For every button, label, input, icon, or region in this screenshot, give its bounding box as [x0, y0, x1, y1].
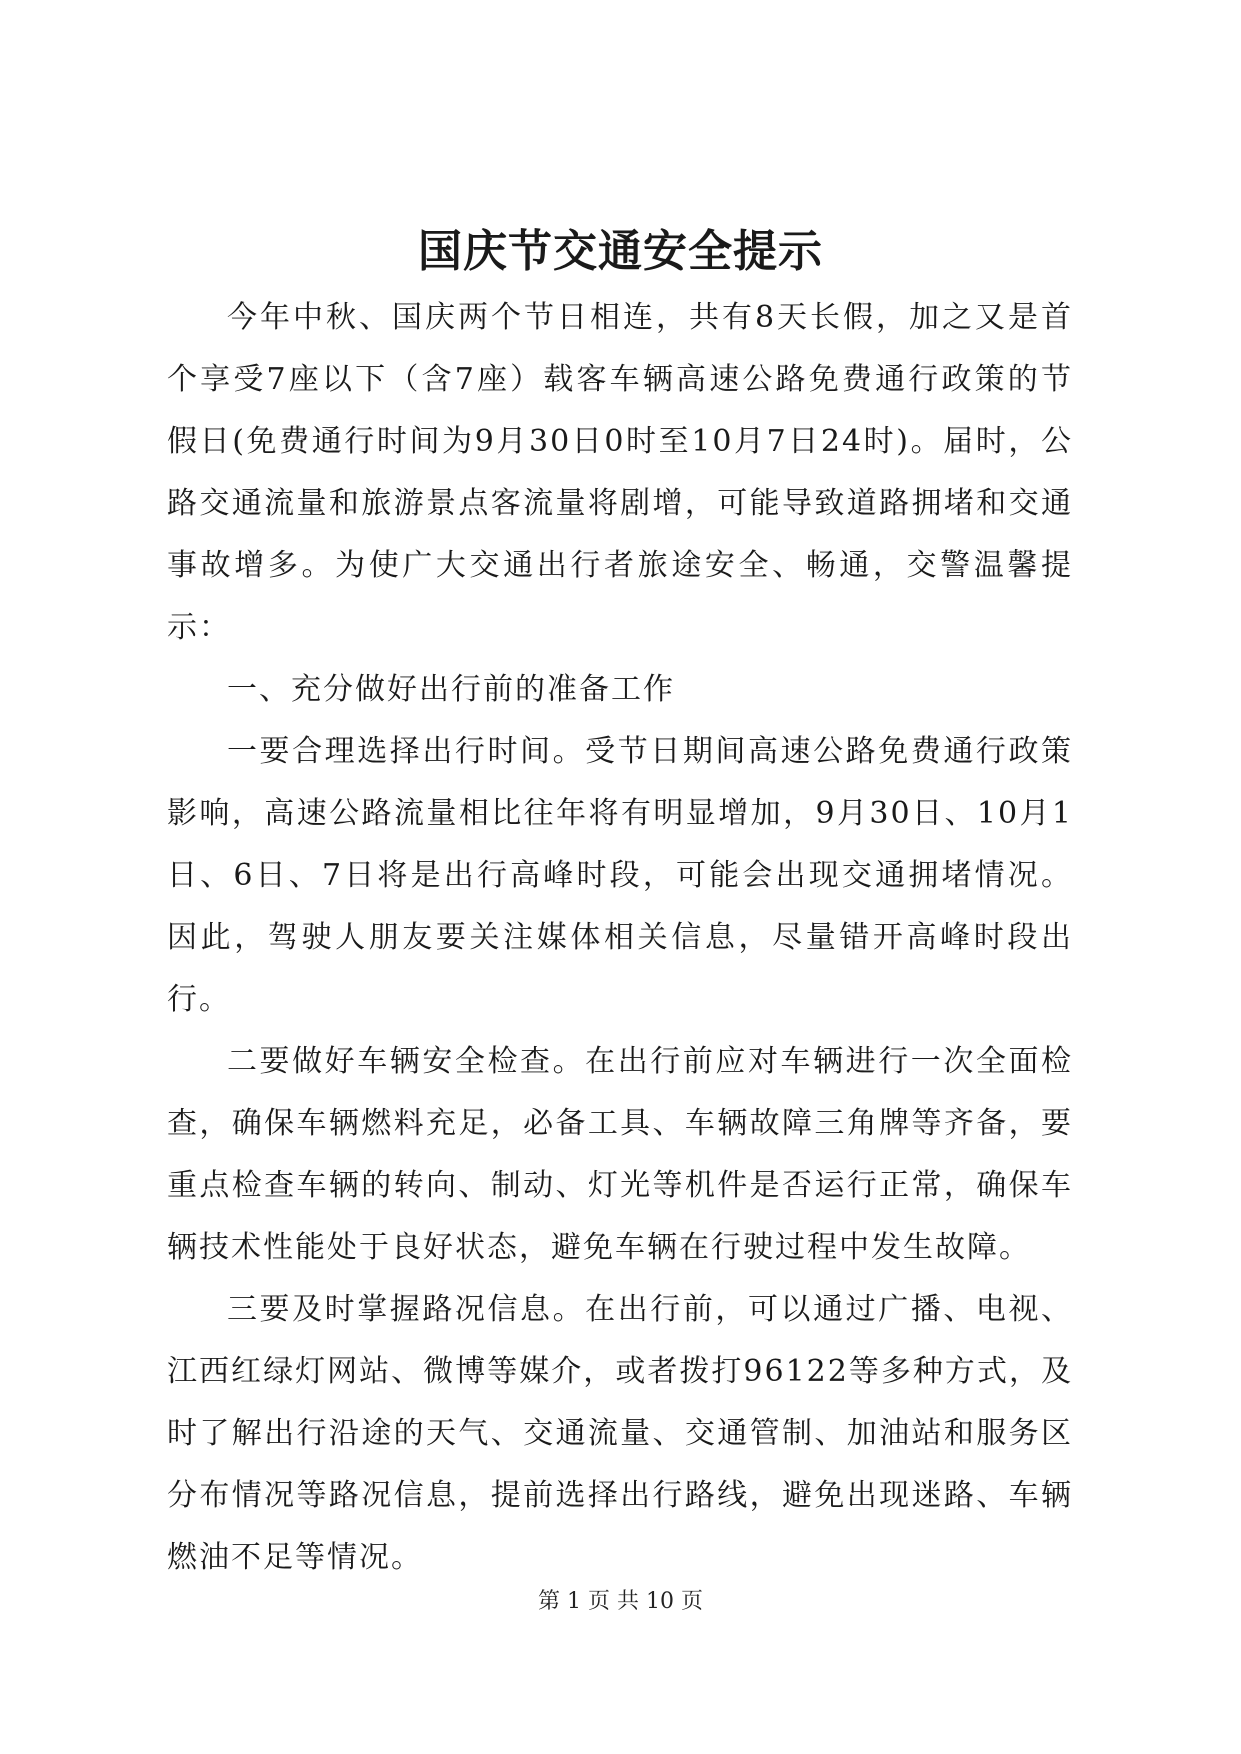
paragraph-vehicle-check: 二要做好车辆安全检查。在出行前应对车辆进行一次全面检查，确保车辆燃料充足，必备工具、车辆故障三角牌等齐备，要重点检查车辆的转向、制动、灯光等机件是否运行正常，确保车辆技术性能处于良好状态，避免车辆在行驶过程中发生故障。 — [167, 1044, 1073, 1265]
paragraph-intro: 今年中秋、国庆两个节日相连，共有8天长假，加之又是首个享受7座以下（含7座）载客车辆高速公路免费通行政策的节假日(免费通行时间为9月30日0时至10月7日24时)。届时，公路交通流量和旅游景点客流量将剧增，可能导致道路拥堵和交通事故增多。为使广大交通出行者旅途安全、畅通，交警温馨提示： — [167, 300, 1073, 645]
paragraph-travel-time: 一要合理选择出行时间。受节日期间高速公路免费通行政策影响，高速公路流量相比往年将有明显增加，9月30日、10月1日、6日、7日将是出行高峰时段，可能会出现交通拥堵情况。因此，驾驶人朋友要关注媒体相关信息，尽量错开高峰时段出行。 — [167, 734, 1073, 1017]
document-title: 国庆节交通安全提示 — [418, 226, 823, 277]
section-heading: 一、充分做好出行前的准备工作 — [227, 672, 675, 707]
document-body — [167, 287, 1073, 1589]
page-footer: 第 1 页 共 10 页 — [538, 1589, 703, 1614]
paragraph-road-info: 三要及时掌握路况信息。在出行前，可以通过广播、电视、江西红绿灯网站、微博等媒介，或者拨打96122等多种方式，及时了解出行沿途的天气、交通流量、交通管制、加油站和服务区分布情况等路况信息，提前选择出行路线，避免出现迷路、车辆燃油不足等情况。 — [167, 1292, 1073, 1575]
